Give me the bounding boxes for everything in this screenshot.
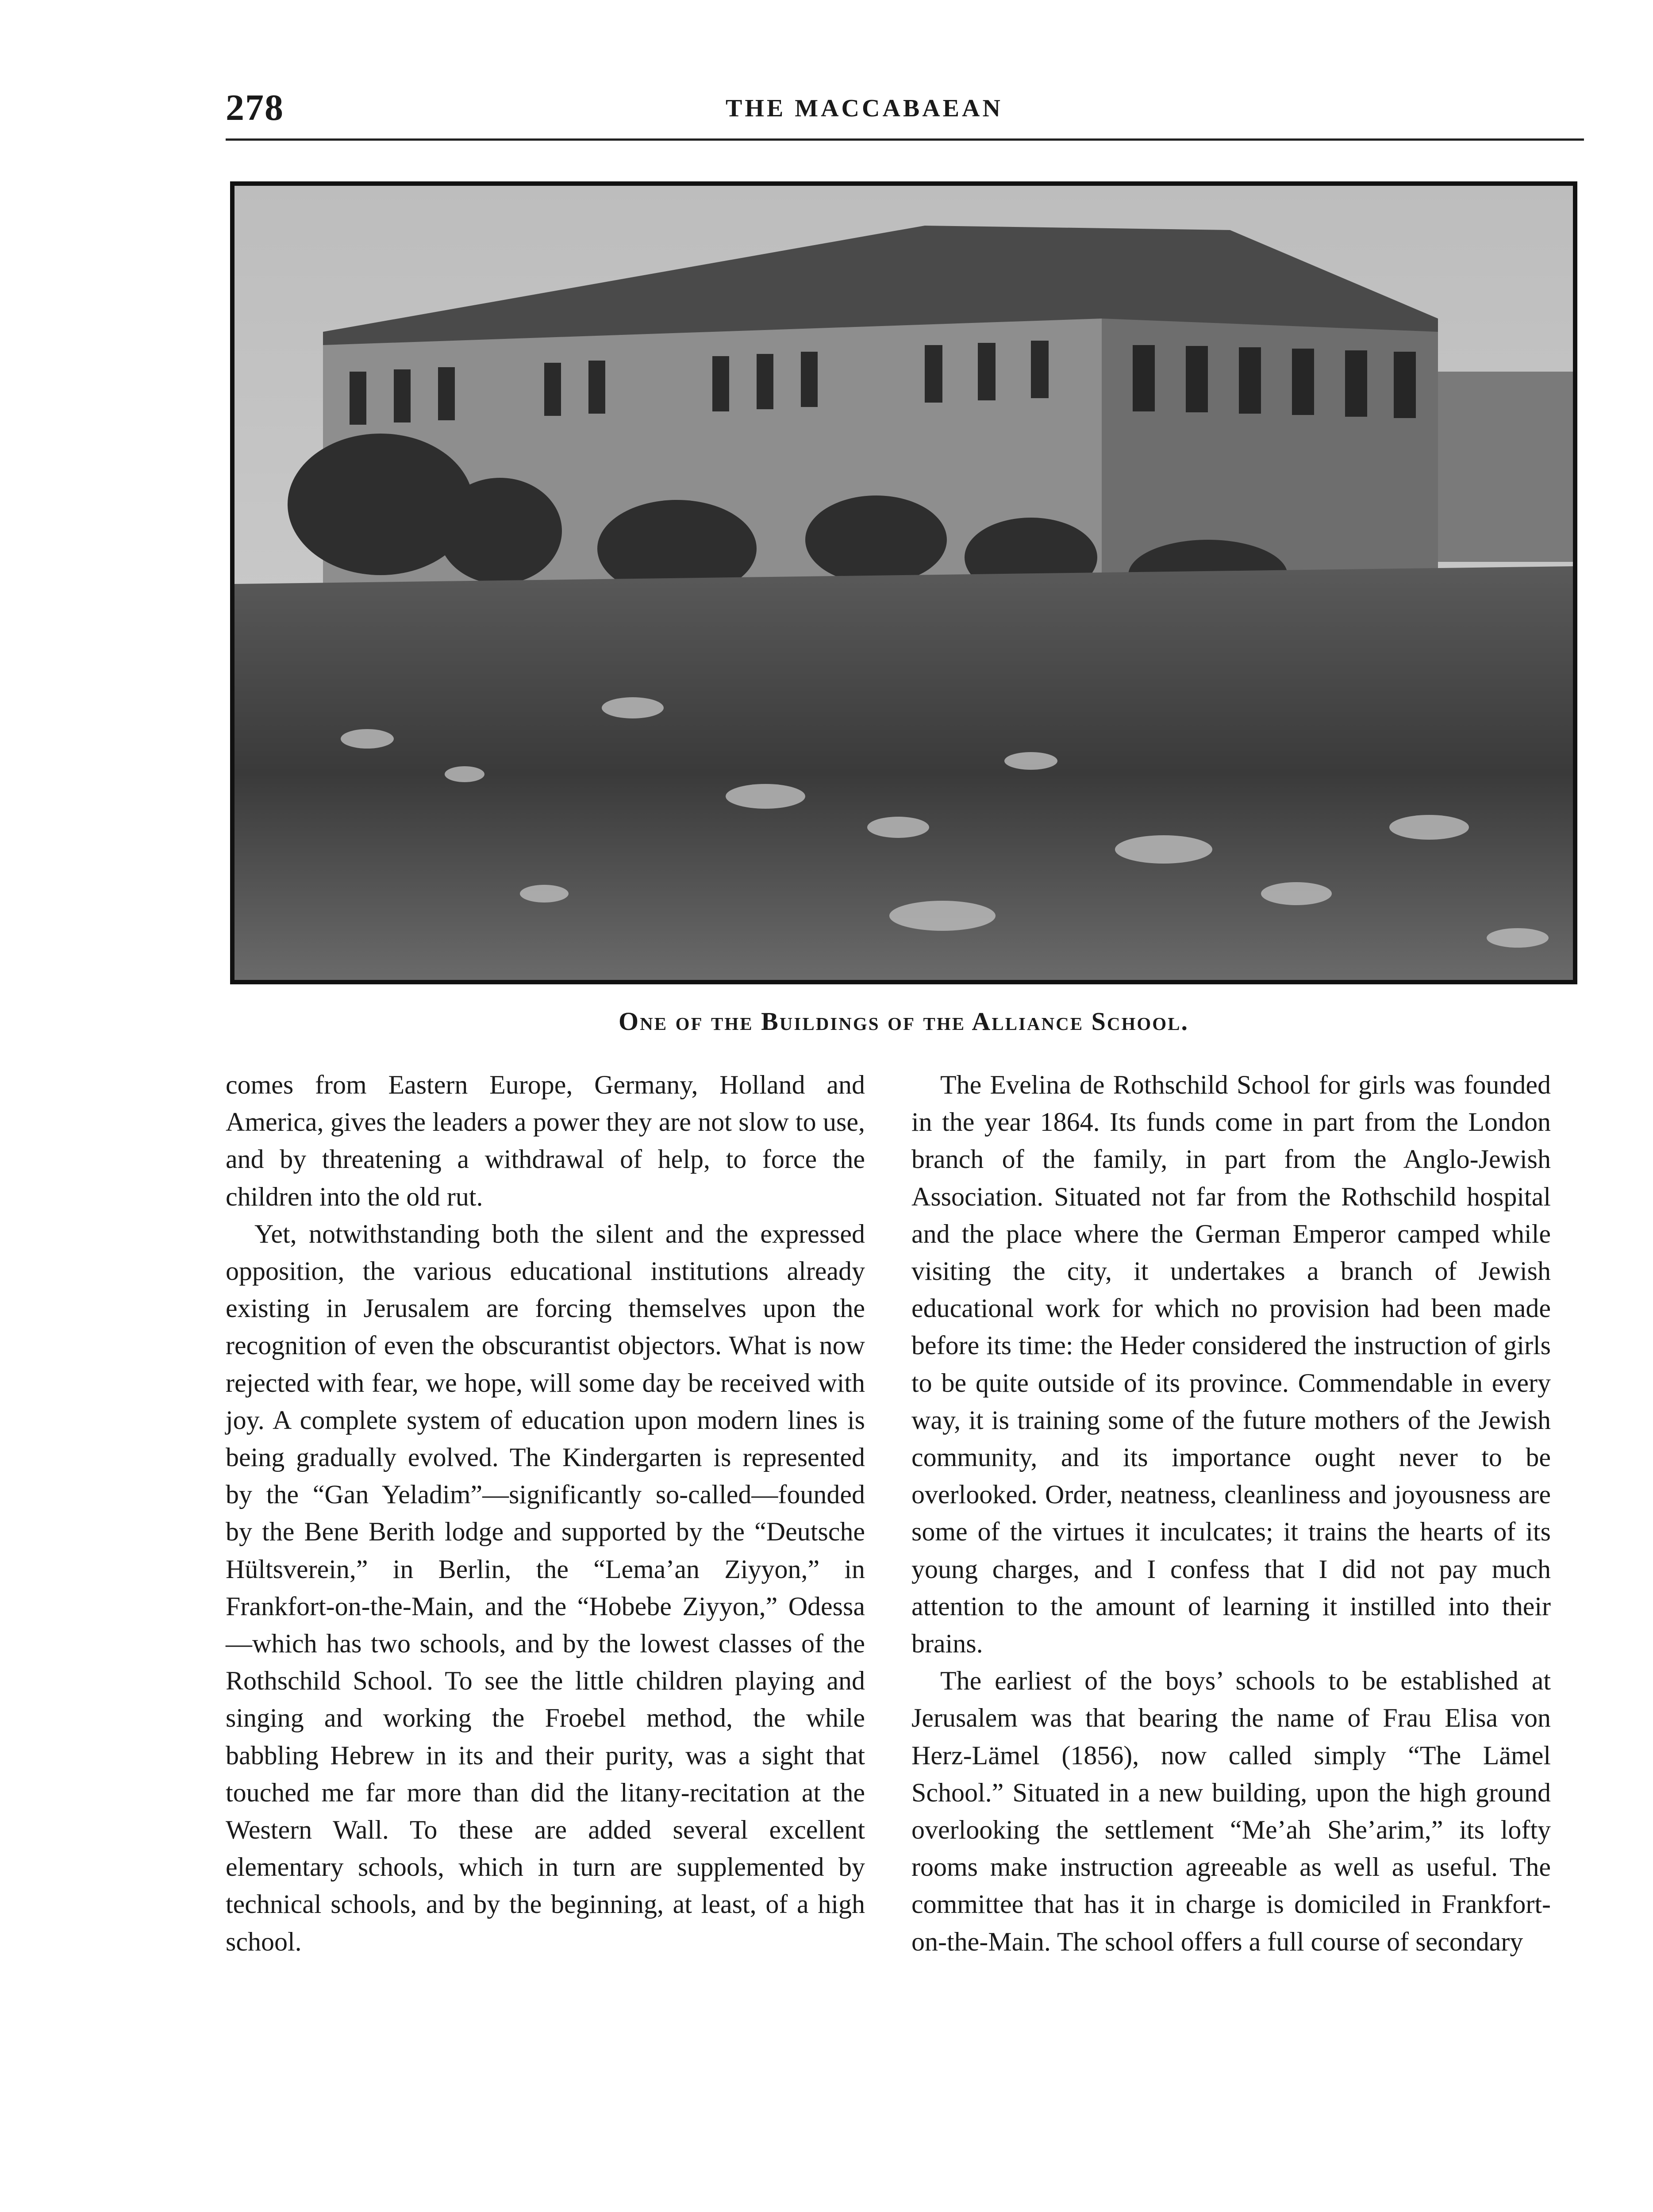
- page-number: 278: [226, 87, 284, 128]
- left-paragraph-2: Yet, notwithstanding both the silent and the expressed opposition, the various educational institutions already existing in Jerusalem are forcing themselves upon the recognition of even the obscurantist objectors. What is now rejected with fear, we hope, will some day be received with joy. A complete system of education upon modern lines is being gradually evolved. The Kindergarten is represented by the “Gan Yeladim”—significantly so-called—founded by the Bene Berith lodge and supported by the “Deutsche Hültsverein,” in Berlin, the “Lema’an Ziyyon,” in Frankfort-on-the-Main, and the “Hobebe Ziyyon,” Odessa—which has two schools, and by the lowest classes of the Rothschild School. To see the little children playing and singing and working the Froebel method, the while babbling Hebrew in its and their purity, was a sight that touched me far more than did the litany-recitation at the Western Wall. To these are added several excellent elementary schools, which in turn are supplemented by technical schools, and by the beginning, at least, of a high school.: [226, 1219, 865, 1956]
- right-column: [911, 1066, 1551, 1960]
- running-title: THE MACCABAEAN: [726, 95, 1003, 122]
- photo-caption: One of the Buildings of the Alliance School.: [619, 1007, 1189, 1036]
- right-paragraph-2: The earliest of the boys’ schools to be established at Jerusalem was that bearing the name of Frau Elisa von Herz-Lämel (1856), now called simply “The Lämel School.” Situated in a new building, upon the high ground overlooking the settlement “Me’ah She’arim,” its lofty rooms make instruction agreeable as well as useful. The committee that has it in charge is domiciled in Frankfort-on-the-Main. The school offers a full course of secondary: [911, 1666, 1551, 1956]
- photo-illustration: [234, 186, 1573, 980]
- right-paragraph-1: The Evelina de Rothschild School for girls was founded in the year 1864. Its funds come in part from the London branch of the family, in part from the Anglo-Jewish Association. Situated not far from the Rothschild hospital and the place where the German Emperor camped while visiting the city, it undertakes a branch of Jewish educational work for which no provision had been made before its time: the Heder considered the instruction of girls to be quite outside of its province. Commendable in every way, it is training some of the future mothers of the Jewish community, and its importance ought never to be overlooked. Order, neatness, cleanliness and joyousness are some of the virtues it inculcates; it trains the hearts of its young charges, and I confess that I did not pay much attention to the amount of learning it instilled into their brains.: [911, 1070, 1551, 1659]
- page-header: [226, 86, 1584, 144]
- building-photograph: [230, 181, 1577, 984]
- header-rule: [226, 138, 1584, 141]
- left-column: [226, 1066, 865, 1960]
- left-paragraph-1: comes from Eastern Europe, Germany, Holland and America, gives the leaders a power they are not slow to use, and by threatening a withdrawal of help, to force the children into the old rut.: [226, 1070, 865, 1211]
